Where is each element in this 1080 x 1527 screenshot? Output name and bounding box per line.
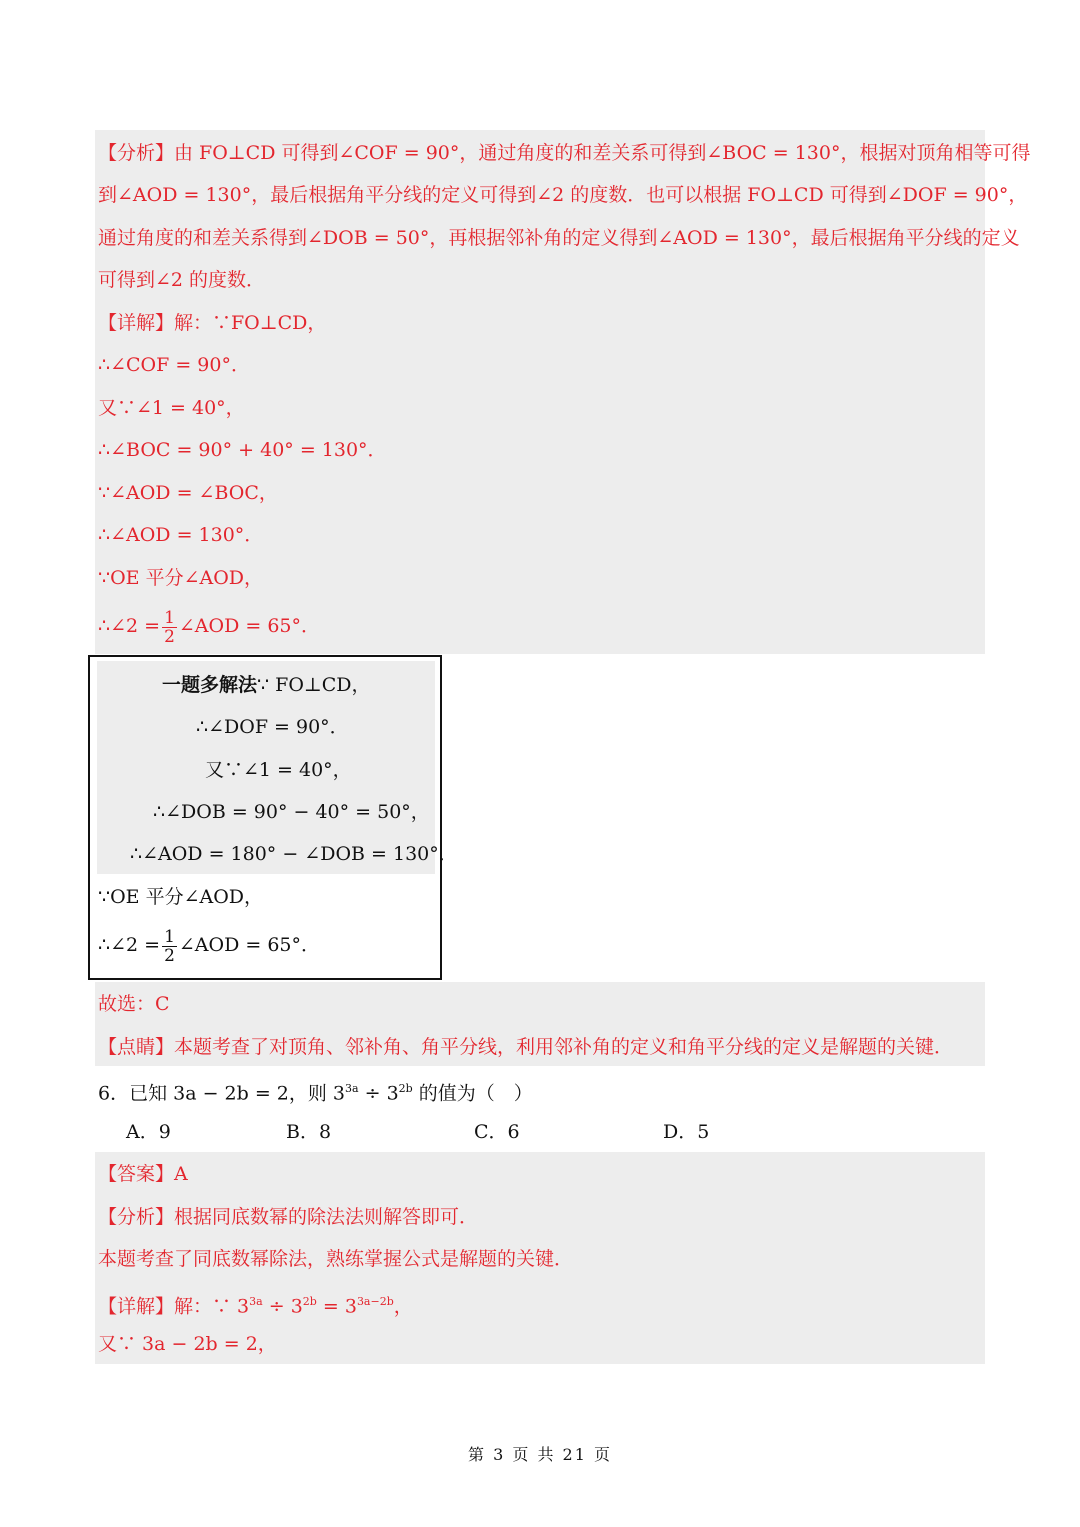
- detail-line-8: [98, 604, 320, 648]
- detail-line-7: ∵OE 平分∠AOD，: [98, 567, 264, 589]
- analysis-line-2: 到∠AOD = 130°，最后根据角平分线的定义可得到∠2 的度数．也可以根据 FO⊥CD 可得到∠DOF = 90°，: [98, 184, 1028, 206]
- answer-6-sup-1: 3a: [249, 1295, 263, 1308]
- answer-6-again: 又∵ 3a − 2b = 2，: [98, 1333, 277, 1355]
- analysis-line-4: 可得到∠2 的度数．: [98, 269, 266, 291]
- question-6-suffix: 的值为（ ）: [412, 1082, 533, 1105]
- answer-6-analysis: 【分析】根据同底数幂的除法法则解答即可．: [98, 1206, 479, 1228]
- detail-line-5: ∵∠AOD = ∠BOC，: [98, 482, 278, 504]
- answer-6-sup-2: 2b: [302, 1295, 317, 1308]
- detail-line-2: ∴∠COF = 90°．: [98, 354, 250, 376]
- question-6-mid: ÷ 3: [358, 1082, 399, 1105]
- multi-solution-line-7-suffix: ∠AOD = 65°．: [178, 934, 321, 956]
- fraction-numerator: 1: [164, 926, 175, 947]
- answer-6-detail-mid-2: = 3: [316, 1295, 357, 1318]
- answer-6-note: 本题考查了同底数幂除法，熟练掌握公式是解题的关键．: [98, 1248, 574, 1270]
- multi-solution-line-1: [162, 673, 371, 697]
- multi-solution-line-5: ∴∠AOD = 180° − ∠DOB = 130°．: [130, 843, 458, 865]
- answer-6-sup-3: 3a−2b: [356, 1295, 394, 1308]
- detail-line-8-prefix: ∴∠2 =: [98, 615, 161, 637]
- analysis-line-1: 【分析】由 FO⊥CD 可得到∠COF = 90°，通过角度的和差关系可得到∠BOC = 130°，根据对顶角相等可得: [98, 142, 1031, 164]
- detail-line-8-suffix: ∠AOD = 65°．: [178, 615, 321, 637]
- detail-line-4: ∴∠BOC = 90° + 40° = 130°．: [98, 439, 387, 461]
- answer-6-detail-suffix: ，: [393, 1295, 413, 1318]
- multi-solution-line-7-prefix: ∴∠2 =: [98, 934, 161, 956]
- question-6-prefix: 6．已知 3a − 2b = 2，则 3: [98, 1082, 346, 1105]
- option-d: D．5: [663, 1121, 710, 1143]
- multi-solution-line-7: [98, 923, 320, 967]
- option-c: C．6: [474, 1121, 520, 1143]
- fraction-denominator: 2: [164, 626, 175, 647]
- dianjing-line: 【点睛】本题考查了对顶角、邻补角、角平分线，利用邻补角的定义和角平分线的定义是解题的关键．: [98, 1036, 954, 1058]
- multi-solution-line-3: 又∵∠1 = 40°，: [205, 759, 352, 781]
- page-footer: 第 3 页 共 21 页: [468, 1445, 612, 1464]
- option-b: B．8: [286, 1121, 332, 1143]
- multi-solution-line-1-text: ∵ FO⊥CD，: [257, 674, 371, 696]
- fraction-one-half: [162, 609, 177, 646]
- fraction-one-half-box: [162, 928, 177, 965]
- detail-line-3: 又∵∠1 = 40°，: [98, 397, 245, 419]
- question-6-sup-2: 2b: [398, 1082, 413, 1095]
- detail-line-6: ∴∠AOD = 130°．: [98, 524, 264, 546]
- multi-solution-line-6: ∵OE 平分∠AOD，: [98, 886, 264, 908]
- multi-solution-line-2: ∴∠DOF = 90°．: [196, 716, 349, 738]
- answer-6: 【答案】A: [98, 1163, 188, 1185]
- multi-solution-line-4: ∴∠DOB = 90° − 40° = 50°，: [153, 801, 430, 823]
- analysis-line-3: 通过角度的和差关系得到∠DOB = 50°，再根据邻补角的定义得到∠AOD = 130°，最后根据角平分线的定义: [98, 227, 1020, 249]
- fraction-denominator: 2: [164, 945, 175, 966]
- question-6: [98, 1077, 533, 1105]
- multi-solution-title: 一题多解法: [162, 674, 258, 696]
- answer-6-detail-prefix: 【详解】解：∵ 3: [98, 1295, 250, 1318]
- choice-line: 故选：C: [98, 993, 170, 1015]
- answer-6-detail: [98, 1290, 413, 1318]
- answer-6-detail-mid-1: ÷ 3: [262, 1295, 303, 1318]
- detail-line-1: 【详解】解：∵FO⊥CD，: [98, 312, 327, 334]
- fraction-numerator: 1: [164, 607, 175, 628]
- option-a: A．9: [126, 1121, 171, 1143]
- question-6-sup-1: 3a: [345, 1082, 359, 1095]
